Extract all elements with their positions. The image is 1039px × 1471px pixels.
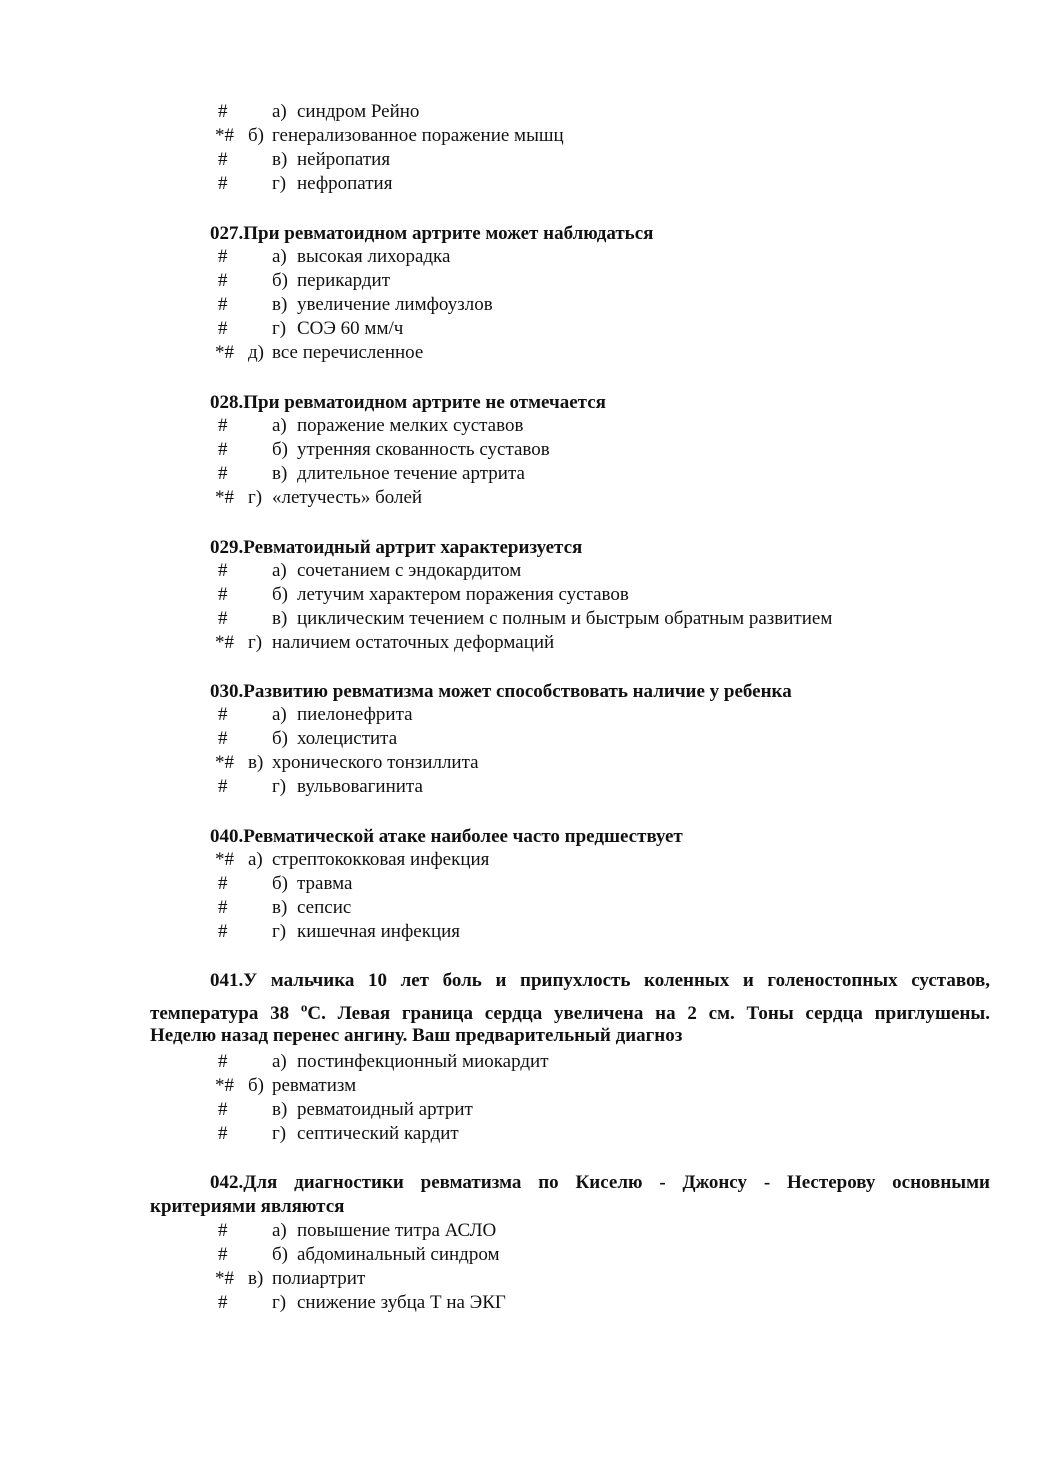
answer-text: нейропатия xyxy=(297,149,391,170)
answer-letter: б) xyxy=(272,270,288,291)
answer-letter: б) xyxy=(248,125,264,146)
correct-answer-marker: *# xyxy=(215,752,234,773)
question-041-line-1: 041.У мальчика 10 лет боль и припухлость коленных и голеностопных суставов, xyxy=(210,970,990,991)
answer-letter: в) xyxy=(272,1099,288,1120)
answer-letter: а) xyxy=(272,1051,287,1072)
correct-answer-marker: *# xyxy=(215,487,234,508)
answer-letter: а) xyxy=(272,246,287,267)
question-029-title: 029.Ревматоидный артрит характеризуется xyxy=(210,537,583,558)
answer-marker: # xyxy=(218,270,228,291)
answer-letter: а) xyxy=(272,415,287,436)
correct-answer-marker: *# xyxy=(215,632,234,653)
answer-text: ревматизм xyxy=(272,1075,357,1096)
answer-letter: б) xyxy=(272,1244,288,1265)
question-028-title: 028.При ревматоидном артрите не отмечается xyxy=(210,392,606,413)
answer-marker: # xyxy=(218,1051,228,1072)
answer-marker: # xyxy=(218,921,228,942)
answer-marker: # xyxy=(218,246,228,267)
answer-text: все перечисленное xyxy=(272,342,424,363)
answer-text: повышение титра АСЛО xyxy=(297,1220,497,1241)
answer-text: летучим характером поражения суставов xyxy=(297,584,629,605)
answer-text: сочетанием с эндокардитом xyxy=(297,560,522,581)
answer-text: постинфекционный миокардит xyxy=(297,1051,549,1072)
answer-text: вульвовагинита xyxy=(297,776,423,797)
answer-text: абдоминальный синдром xyxy=(297,1244,500,1265)
answer-text: полиартрит xyxy=(272,1268,366,1289)
answer-text: циклическим течением с полным и быстрым обратным развитием xyxy=(297,608,833,629)
answer-letter: в) xyxy=(272,294,288,315)
answer-marker: # xyxy=(218,1099,228,1120)
correct-answer-marker: *# xyxy=(215,849,234,870)
correct-answer-marker: *# xyxy=(215,342,234,363)
answer-letter: в) xyxy=(248,1268,264,1289)
answer-letter: в) xyxy=(272,897,288,918)
answer-letter: б) xyxy=(272,728,288,749)
answer-marker: # xyxy=(218,439,228,460)
answer-letter: в) xyxy=(272,149,288,170)
answer-letter: г) xyxy=(272,1123,287,1144)
answer-marker: # xyxy=(218,1292,228,1313)
answer-text: утренняя скованность суставов xyxy=(297,439,550,460)
answer-text: пиелонефрита xyxy=(297,704,413,725)
answer-letter: а) xyxy=(272,101,287,122)
answer-marker: # xyxy=(218,728,228,749)
answer-letter: г) xyxy=(272,1292,287,1313)
answer-text: СОЭ 60 мм/ч xyxy=(297,318,404,339)
answer-marker: # xyxy=(218,415,228,436)
answer-marker: # xyxy=(218,584,228,605)
question-041-title xyxy=(150,968,990,1048)
answer-text: кишечная инфекция xyxy=(297,921,461,942)
question-040-title: 040.Ревматической атаке наиболее часто предшествует xyxy=(210,826,683,847)
answer-text: синдром Рейно xyxy=(297,101,420,122)
answer-letter: в) xyxy=(272,608,288,629)
answer-text: хронического тонзиллита xyxy=(272,752,479,773)
answer-marker: # xyxy=(218,101,228,122)
question-041-line-3: Неделю назад перенес ангину. Ваш предварительный диагноз xyxy=(150,1025,683,1046)
answer-letter: б) xyxy=(272,584,288,605)
answer-marker: # xyxy=(218,294,228,315)
answer-text: высокая лихорадка xyxy=(297,246,451,267)
answer-marker: # xyxy=(218,560,228,581)
question-030-title: 030.Развитию ревматизма может способствовать наличие у ребенка xyxy=(210,681,792,702)
answer-letter: д) xyxy=(248,342,264,363)
answer-text: наличием остаточных деформаций xyxy=(272,632,555,653)
answer-marker: # xyxy=(218,873,228,894)
answer-letter: г) xyxy=(272,921,287,942)
answer-letter: а) xyxy=(272,560,287,581)
answer-letter: в) xyxy=(248,752,264,773)
question-042-line-1: 042.Для диагностики ревматизма по Киселю - Джонсу - Нестерову основными xyxy=(210,1172,990,1193)
question-027-title: 027.При ревматоидном артрите может наблюдаться xyxy=(210,223,654,244)
question-042-line-2: критериями являются xyxy=(150,1196,345,1217)
answer-text: стрептококковая инфекция xyxy=(272,849,490,870)
answer-letter: в) xyxy=(272,463,288,484)
answer-letter: г) xyxy=(248,632,263,653)
answer-text: ревматоидный артрит xyxy=(297,1099,473,1120)
answer-marker: # xyxy=(218,463,228,484)
question-042-title xyxy=(150,1171,990,1219)
answer-text: септический кардит xyxy=(297,1123,459,1144)
answer-text: длительное течение артрита xyxy=(297,463,525,484)
answer-marker: # xyxy=(218,318,228,339)
correct-answer-marker: *# xyxy=(215,1268,234,1289)
correct-answer-marker: *# xyxy=(215,125,234,146)
answer-marker: # xyxy=(218,1244,228,1265)
answer-letter: а) xyxy=(248,849,263,870)
answer-letter: б) xyxy=(248,1075,264,1096)
answer-marker: # xyxy=(218,173,228,194)
answer-letter: г) xyxy=(248,487,263,508)
answer-text: травма xyxy=(297,873,353,894)
answer-marker: # xyxy=(218,1123,228,1144)
answer-letter: г) xyxy=(272,318,287,339)
answer-text: увеличение лимфоузлов xyxy=(297,294,493,315)
correct-answer-marker: *# xyxy=(215,1075,234,1096)
answer-marker: # xyxy=(218,704,228,725)
answer-marker: # xyxy=(218,608,228,629)
question-041-line-2: температура 38 $^о$С. Левая граница сердца увеличена на 2 см. Тоны сердца приглушены. xyxy=(150,999,990,1024)
answer-text: генерализованное поражение мышц xyxy=(272,125,564,146)
answer-letter: а) xyxy=(272,1220,287,1241)
answer-letter: г) xyxy=(272,776,287,797)
answer-marker: # xyxy=(218,149,228,170)
answer-letter: г) xyxy=(272,173,287,194)
answer-letter: а) xyxy=(272,704,287,725)
answer-text: перикардит xyxy=(297,270,391,291)
answer-text: холецистита xyxy=(297,728,398,749)
answer-marker: # xyxy=(218,776,228,797)
answer-text: поражение мелких суставов xyxy=(297,415,524,436)
answer-marker: # xyxy=(218,897,228,918)
answer-marker: # xyxy=(218,1220,228,1241)
answer-text: «летучесть» болей xyxy=(272,487,423,508)
answer-text: снижение зубца Т на ЭКГ xyxy=(297,1292,506,1313)
answer-text: нефропатия xyxy=(297,173,393,194)
answer-text: сепсис xyxy=(297,897,352,918)
answer-letter: б) xyxy=(272,439,288,460)
answer-letter: б) xyxy=(272,873,288,894)
